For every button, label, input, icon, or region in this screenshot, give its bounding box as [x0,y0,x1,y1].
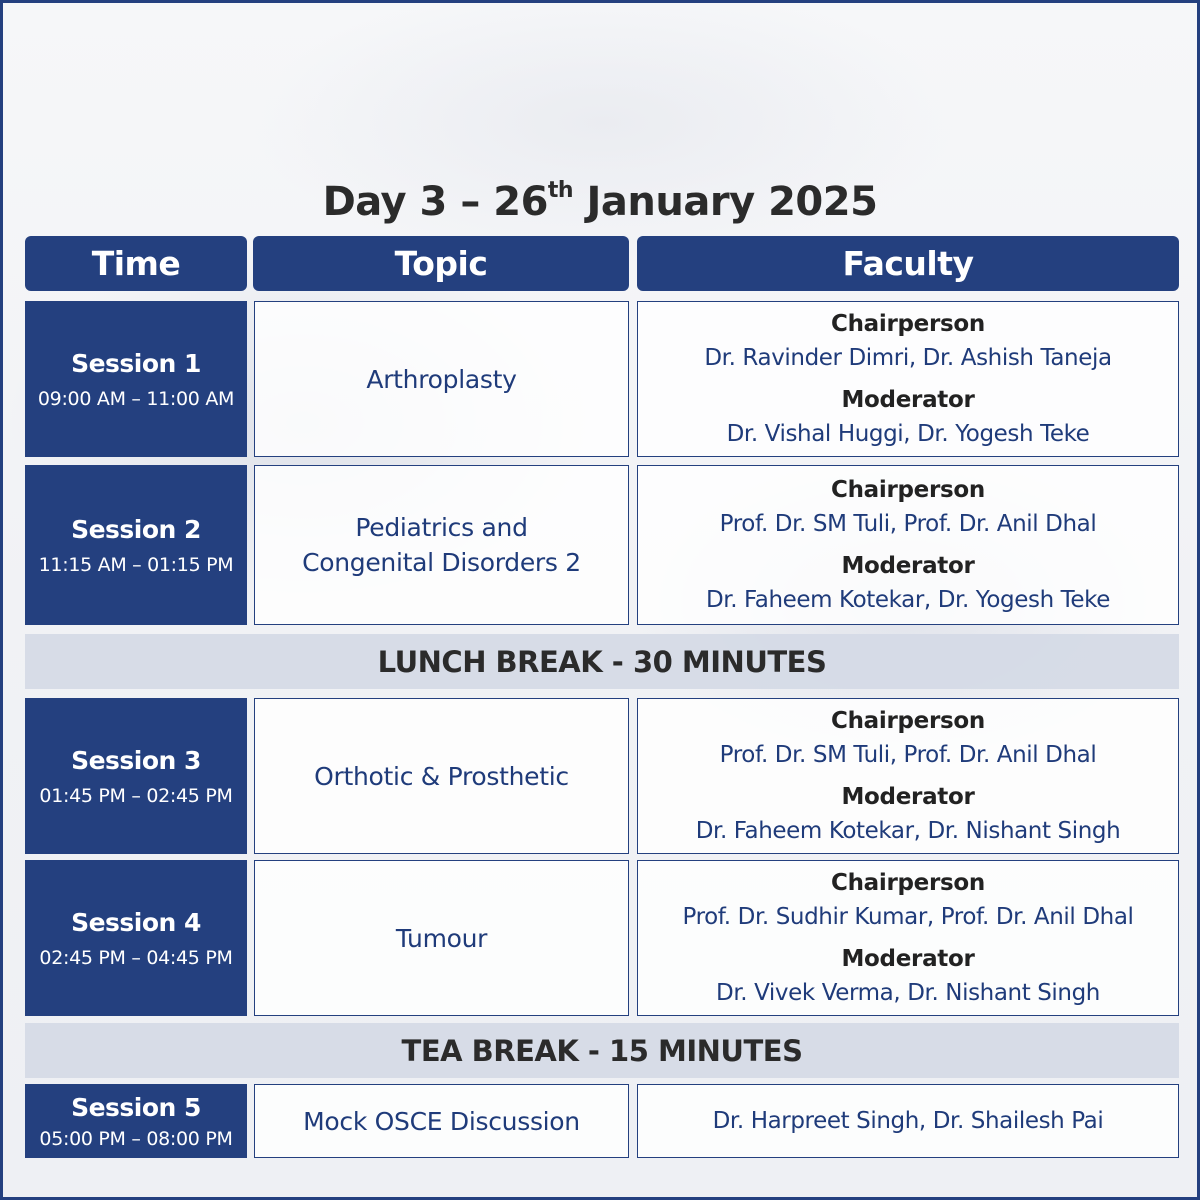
session-name: Session 2 [71,514,201,544]
session-time-cell [25,465,247,625]
faculty-cell [637,1084,1179,1158]
topic-line: Arthroplasty [366,364,517,394]
session-time: 05:00 PM – 08:00 PM [39,1127,233,1150]
moderator-names: Dr. Vishal Huggi, Dr. Yogesh Teke [726,421,1090,447]
chairperson-names: Prof. Dr. SM Tuli, Prof. Dr. Anil Dhal [719,742,1097,768]
topic-cell [254,301,629,457]
moderator-names: Dr. Vivek Verma, Dr. Nishant Singh [716,980,1100,1006]
topic-cell [254,860,629,1016]
moderator-label: Moderator [841,784,975,810]
topic-line: Tumour [395,923,488,953]
session-name: Session 3 [71,745,201,775]
topic-line: Orthotic & Prosthetic [314,761,569,791]
topic-line: Congenital Disorders 2 [302,548,581,577]
topic-cell [254,1084,629,1158]
moderator-label: Moderator [841,553,975,579]
chairperson-names: Dr. Ravinder Dimri, Dr. Ashish Taneja [704,345,1112,371]
faculty-cell [637,465,1179,625]
session-name: Session 1 [71,348,201,378]
faculty-cell [637,860,1179,1016]
header-faculty: Faculty [637,236,1179,291]
session-time-cell [25,301,247,457]
moderator-names: Dr. Faheem Kotekar, Dr. Nishant Singh [695,818,1121,844]
chairperson-names: Prof. Dr. Sudhir Kumar, Prof. Dr. Anil Dhal [682,904,1134,930]
header-time: Time [25,236,247,291]
chairperson-names: Prof. Dr. SM Tuli, Prof. Dr. Anil Dhal [719,511,1097,537]
topic-line: Pediatrics and [355,513,528,542]
faculty-names: Dr. Harpreet Singh, Dr. Shailesh Pai [712,1108,1104,1134]
tea-break-banner: TEA BREAK - 15 MINUTES [25,1023,1179,1078]
page-title: Day 3 – 26th January 2025 [322,177,878,225]
topic-cell [254,465,629,625]
session-time: 11:15 AM – 01:15 PM [38,553,234,576]
session-time-cell [25,860,247,1016]
moderator-label: Moderator [841,946,975,972]
session-time-cell [25,1084,247,1158]
header-topic: Topic [253,236,629,291]
chairperson-label: Chairperson [831,311,985,337]
topic-cell [254,698,629,854]
topic-line: Mock OSCE Discussion [303,1106,580,1136]
session-time: 02:45 PM – 04:45 PM [39,946,233,969]
moderator-names: Dr. Faheem Kotekar, Dr. Yogesh Teke [705,587,1111,613]
chairperson-label: Chairperson [831,477,985,503]
faculty-cell [637,698,1179,854]
chairperson-label: Chairperson [831,708,985,734]
chairperson-label: Chairperson [831,870,985,896]
session-time: 09:00 AM – 11:00 AM [37,387,235,410]
lunch-break-banner: LUNCH BREAK - 30 MINUTES [25,634,1179,689]
session-time-cell [25,698,247,854]
session-name: Session 5 [71,1092,201,1122]
session-name: Session 4 [71,907,201,937]
moderator-label: Moderator [841,387,975,413]
session-time: 01:45 PM – 02:45 PM [39,784,233,807]
faculty-cell [637,301,1179,457]
